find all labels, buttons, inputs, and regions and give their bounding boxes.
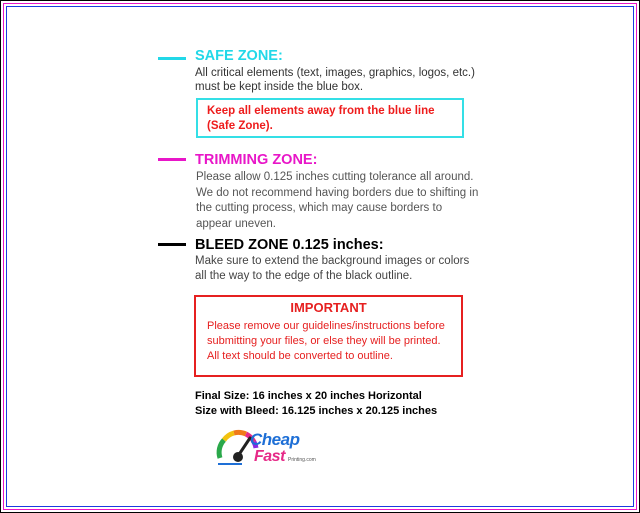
trimming-zone-line: appear uneven. bbox=[196, 217, 276, 230]
safe-zone-swatch bbox=[158, 57, 186, 60]
bleed-zone-line: Make sure to extend the background images or colors bbox=[195, 255, 470, 267]
important-line: submitting your files, or else they will be printed. bbox=[207, 335, 441, 347]
important-line: All text should be converted to outline. bbox=[207, 350, 393, 362]
important-text bbox=[207, 319, 445, 364]
safe-zone-box-text bbox=[207, 104, 435, 134]
bleed-zone-title: BLEED ZONE 0.125 inches: bbox=[195, 237, 384, 253]
important-title: IMPORTANT bbox=[290, 300, 367, 315]
safe-zone-description bbox=[195, 66, 475, 94]
size-info bbox=[195, 389, 437, 419]
trimming-zone-description bbox=[196, 170, 478, 232]
safe-zone-line: must be kept inside the blue box. bbox=[195, 81, 364, 93]
safe-zone-line: All critical elements (text, images, graphics, logos, etc.) bbox=[195, 67, 475, 79]
cheap-fast-printing-logo bbox=[212, 424, 342, 472]
safe-zone-box-line: (Safe Zone). bbox=[207, 120, 273, 132]
safe-zone-title: SAFE ZONE: bbox=[195, 48, 283, 64]
logo-tagline: Printing.com bbox=[288, 457, 316, 463]
important-box bbox=[194, 295, 463, 377]
final-size-text: Final Size: 16 inches x 20 inches Horizontal bbox=[195, 390, 422, 402]
trimming-zone-swatch bbox=[158, 158, 186, 161]
important-line: Please remove our guidelines/instructions before bbox=[207, 320, 445, 332]
logo-word-fast: Fast bbox=[254, 448, 285, 465]
trimming-zone-line: the cutting process, which may cause borders to bbox=[196, 202, 443, 214]
bleed-zone-swatch bbox=[158, 243, 186, 246]
logo-word-cheap: Cheap bbox=[250, 430, 300, 449]
safe-zone-box-line: Keep all elements away from the blue line bbox=[207, 105, 435, 117]
size-with-bleed-text: Size with Bleed: 16.125 inches x 20.125 inches bbox=[195, 405, 438, 417]
trimming-zone-line: Please allow 0.125 inches cutting tolerance all around. bbox=[196, 171, 474, 183]
trimming-zone-line: We do not recommend having borders due to shifting in bbox=[196, 186, 479, 199]
safe-zone-box bbox=[196, 98, 464, 138]
bleed-zone-line: all the way to the edge of the black outline. bbox=[195, 270, 413, 282]
bleed-zone-description bbox=[195, 254, 469, 284]
trimming-zone-title: TRIMMING ZONE: bbox=[195, 152, 318, 168]
